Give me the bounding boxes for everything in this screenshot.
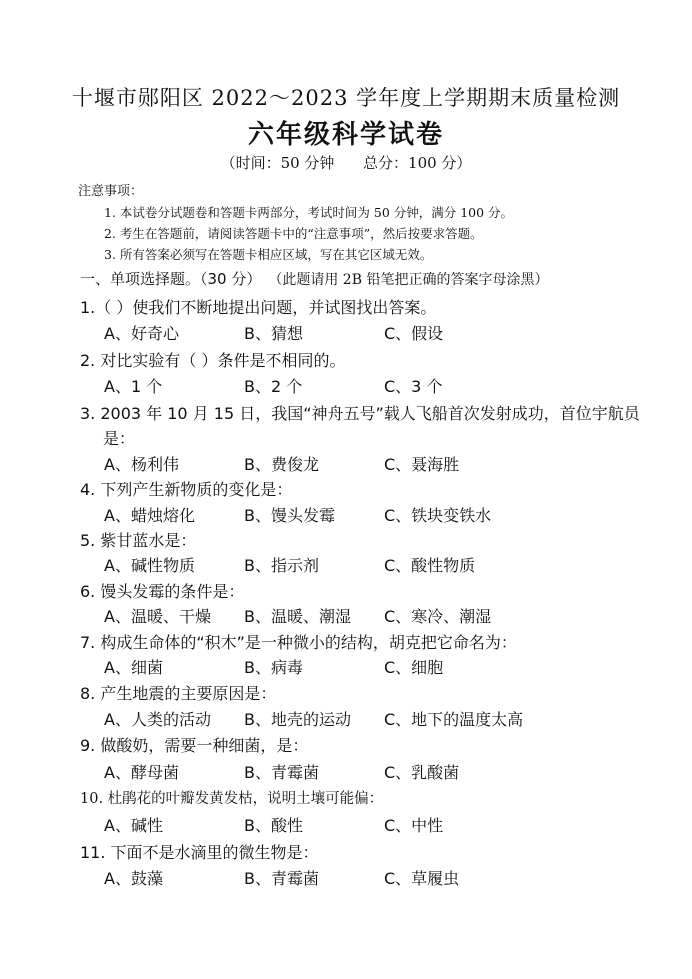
q9-option-b: B、青霉菌 [244,763,319,782]
q8-option-c: C、地下的温度太高 [384,710,524,729]
q5-option-c: C、酸性物质 [384,556,476,575]
q6-option-c: C、寒冷、潮湿 [384,607,492,626]
exam-subtitle: 六年级科学试卷 [247,120,444,150]
q3-option-b: B、费俊龙 [244,455,319,474]
q7-option-b: B、病毒 [244,658,303,677]
notice-heading: 注意事项： [78,184,144,199]
q8-option-a: A、人类的活动 [104,710,211,729]
q2-option-b: B、2 个 [244,377,303,396]
q1-option-b: B、猜想 [244,324,303,343]
q10-option-a: A、碱性 [104,816,163,835]
section-heading [80,268,548,289]
q9-option-a: A、酵母菌 [104,763,179,782]
question-1: 1.（ ）使我们不断地提出问题，并试图找出答案。 [80,298,437,317]
q11-option-c: C、草履虫 [384,869,460,888]
q11-option-a: A、鼓藻 [104,869,163,888]
question-4: 4. 下列产生新物质的变化是： [80,480,293,499]
q3-option-a: A、杨利伟 [104,455,179,474]
q11-option-b: B、青霉菌 [244,869,319,888]
question-6: 6. 馒头发霉的条件是： [80,582,245,601]
section-note: （此题请用 2B 铅笔把正确的答案字母涂黑） [275,272,549,288]
question-5: 5. 紫甘蓝水是： [80,531,197,550]
question-10: 10. 杜鹃花的叶瓣发黄发枯，说明土壤可能偏： [80,791,384,807]
question-8: 8. 产生地震的主要原因是： [80,684,277,703]
notice-item-3: 3. 所有答案必须写在答题卡相应区域，写在其它区域无效。 [104,247,433,262]
question-3: 3. 2003 年 10 月 15 日，我国“神舟五号”载人飞船首次发射成功，首位宇航员 [80,404,640,423]
q10-option-b: B、酸性 [244,816,303,835]
q1-option-a: A、好奇心 [104,324,179,343]
q2-option-c: C、3 个 [384,377,443,396]
q4-option-c: C、铁块变铁水 [384,506,492,525]
q4-option-b: B、馒头发霉 [244,506,335,525]
section-title: 一、单项选择题。（30 分） [80,270,262,288]
q3-option-c: C、聂海胜 [384,455,460,474]
q9-option-c: C、乳酸菌 [384,763,460,782]
q7-option-a: A、细菌 [104,658,163,677]
q8-option-b: B、地壳的运动 [244,710,351,729]
question-9: 9. 做酸奶，需要一种细菌，是： [80,736,309,755]
question-11: 11. 下面不是水滴里的微生物是： [80,843,319,862]
notice-item-2: 2. 考生在答题前，请阅读答题卡中的“注意事项”，然后按要求答题。 [104,226,483,241]
q1-option-c: C、假设 [384,324,444,343]
q7-option-c: C、细胞 [384,658,444,677]
q10-option-c: C、中性 [384,816,444,835]
q2-option-a: A、1 个 [104,377,163,396]
exam-title: 十堰市郧阳区 2022～2023 学年度上学期期末质量检测 [71,86,621,110]
notice-item-1: 1. 本试卷分试题卷和答题卡两部分，考试时间为 50 分钟，满分 100 分。 [104,205,514,220]
q6-option-b: B、温暖、潮湿 [244,607,351,626]
q6-option-a: A、温暖、干燥 [104,607,211,626]
question-3-cont: 是： [103,429,136,448]
q5-option-b: B、指示剂 [244,556,319,575]
q4-option-a: A、蜡烛熔化 [104,506,195,525]
time-score-line: （时间：50 分钟 总分：100 分） [220,154,472,172]
question-2: 2. 对比实验有（ ）条件是不相同的。 [80,351,346,370]
question-7: 7. 构成生命体的“积木”是一种微小的结构，胡克把它命名为： [80,633,517,652]
q5-option-a: A、碱性物质 [104,556,195,575]
